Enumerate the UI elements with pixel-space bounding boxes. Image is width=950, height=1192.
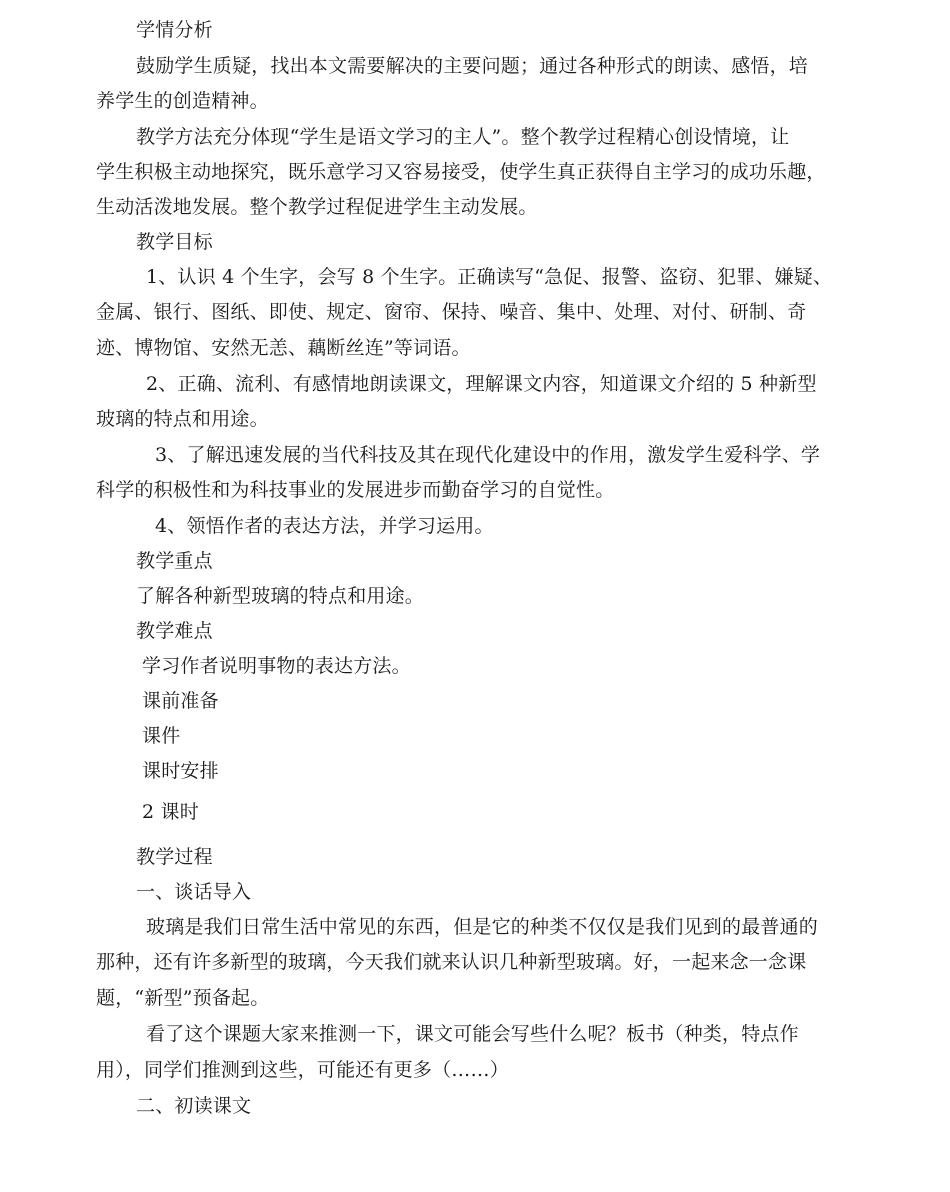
step-1-paragraph-2-line-2: 用），同学们推测到这些，可能还有更多（……） (96, 1059, 509, 1081)
section-heading-schedule: 课时安排 (142, 760, 219, 782)
step-1-paragraph-1-line-3: 题，“新型”预备起。 (96, 987, 270, 1009)
analysis-paragraph-2-line-3: 生动活泼地发展。整个教学过程促进学生主动发展。 (96, 196, 538, 218)
step-1-paragraph-1-line-2: 那种，还有许多新型的玻璃，今天我们就来认识几种新型玻璃。好，一起来念一念课 (96, 951, 807, 973)
goal-4: 4、领悟作者的表达方法，并学习运用。 (155, 515, 494, 537)
preparation-text: 课件 (142, 725, 181, 747)
section-heading-analysis: 学情分析 (136, 19, 213, 41)
step-1-heading: 一、谈话导入 (136, 881, 252, 903)
goal-3-line-1: 3、了解迅速发展的当代科技及其在现代化建设中的作用，激发学生爱科学、学 (155, 444, 821, 466)
section-heading-goals: 教学目标 (136, 231, 213, 253)
section-heading-difficulties: 教学难点 (136, 620, 213, 642)
goal-3-line-2: 科学的积极性和为科技事业的发展进步而勤奋学习的自觉性。 (96, 479, 615, 501)
goal-1-line-1: 1、认识 4 个生字，会写 8 个生字。正确读写“急促、报警、盗窃、犯罪、嫌疑、 (146, 266, 833, 288)
analysis-paragraph-1-line-2: 养学生的创造精神。 (96, 90, 269, 112)
difficulties-text: 学习作者说明事物的表达方法。 (142, 655, 411, 677)
section-heading-process: 教学过程 (136, 846, 213, 868)
goal-1-line-2: 金属、银行、图纸、即使、规定、窗帘、保持、噪音、集中、处理、对付、研制、奇 (96, 301, 807, 323)
goal-2-line-2: 玻璃的特点和用途。 (96, 408, 269, 430)
step-1-paragraph-2-line-1: 看了这个课题大家来推测一下，课文可能会写些什么呢？板书（种类，特点作 (146, 1023, 799, 1045)
step-2-heading: 二、初读课文 (136, 1095, 252, 1117)
analysis-paragraph-1-line-1: 鼓励学生质疑，找出本文需要解决的主要问题；通过各种形式的朗读、感悟，培 (136, 55, 809, 77)
goal-2-line-1: 2、正确、流利、有感情地朗读课文，理解课文内容，知道课文介绍的 5 种新型 (146, 373, 817, 395)
step-1-paragraph-1-line-1: 玻璃是我们日常生活中常见的东西，但是它的种类不仅仅是我们见到的最普通的 (146, 916, 819, 938)
key-points-text: 了解各种新型玻璃的特点和用途。 (136, 585, 425, 607)
analysis-paragraph-2-line-1: 教学方法充分体现“学生是语文学习的主人”。整个教学过程精心创设情境，让 (136, 126, 790, 148)
goal-1-line-3: 迹、博物馆、安然无恙、藕断丝连”等词语。 (96, 337, 471, 359)
section-heading-preparation: 课前准备 (142, 690, 219, 712)
section-heading-key-points: 教学重点 (136, 550, 213, 572)
schedule-text: 2 课时 (142, 801, 199, 823)
analysis-paragraph-2-line-2: 学生积极主动地探究，既乐意学习又容易接受，使学生真正获得自主学习的成功乐趣， (96, 161, 826, 183)
